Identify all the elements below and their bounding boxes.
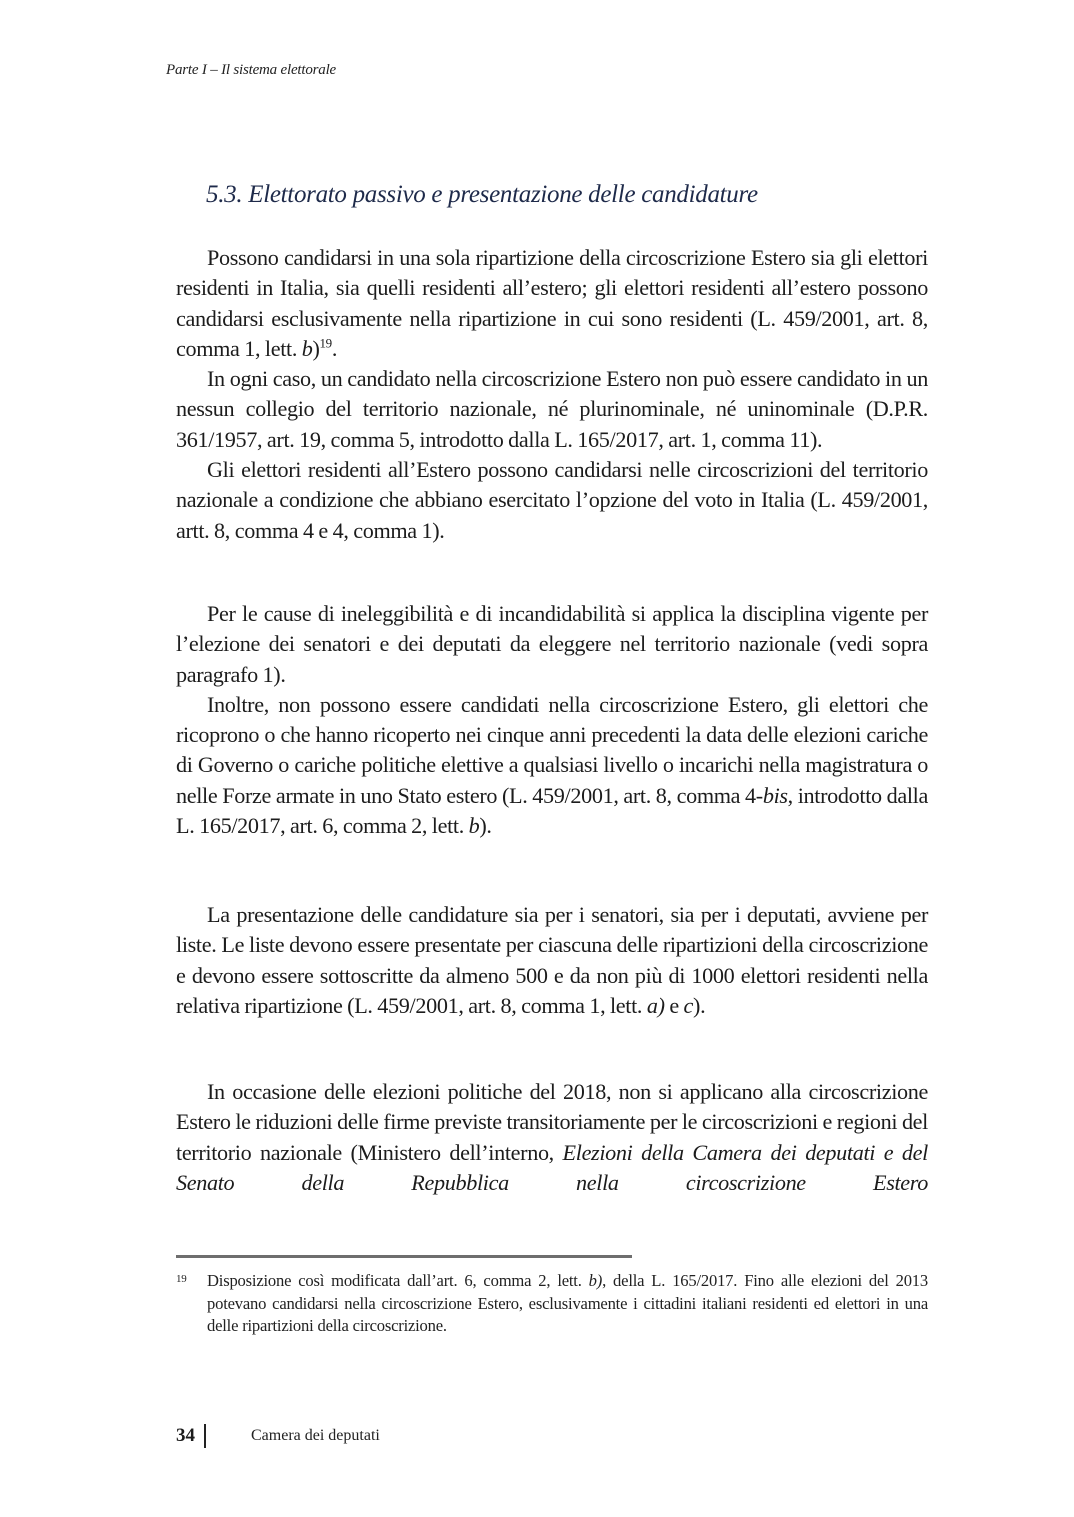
page-number: 34 bbox=[176, 1425, 195, 1446]
body-block-eligibility bbox=[176, 243, 928, 546]
running-head: Parte I – Il sistema elettorale bbox=[166, 62, 337, 78]
footnote-reference[interactable]: 19 bbox=[319, 335, 332, 351]
paragraph: In ogni caso, un candidato nella circoscrizione Estero non può essere candidato in un nessun collegio del territorio nazionale, né plurinominale, né uninominale (D.P.R. 361/1957, art. 19, comma 5, introdotto dalla L. 165/2017, art. 1, comma 11). bbox=[176, 366, 928, 452]
paragraph: Per le cause di ineleggibilità e di incandidabilità si applica la disciplina vigente per l’elezione dei senatori e dei deputati da eleggere nel territorio nazionale (vedi sopra paragrafo 1). bbox=[176, 601, 928, 687]
footnote-number: 19 bbox=[176, 1273, 187, 1285]
paragraph: Gli elettori residenti all’Estero possono candidarsi nelle circoscrizioni del territorio nazionale a condizione che abbiano esercitato l’opzione del voto in Italia (L. 459/2001, artt. 8, comma 4 e 4, comma 1). bbox=[176, 457, 928, 543]
footer-divider bbox=[204, 1424, 206, 1448]
body-block-lists bbox=[176, 900, 928, 1021]
body-block-ineligibility bbox=[176, 599, 928, 841]
paragraph: La presentazione delle candidature sia per i senatori, sia per i deputati, avviene per liste. Le liste devono essere presentate per ciascuna delle ripartizioni della circoscrizione e devono essere sottoscritte da almeno 500 e da non più di 1000 elettori residenti nella relativa ripartizione (L. 459/2001, art. 8, comma 1, lett. a) e c). bbox=[176, 902, 928, 1018]
section-title: 5.3. Elettorato passivo e presentazione delle candidature bbox=[206, 181, 758, 208]
paragraph: Possono candidarsi in una sola ripartizione della circoscrizione Estero sia gli elettori residenti in Italia, sia quelli residenti all’estero; gli elettori residenti all’estero possono candidarsi esclusivamente nella ripartizione in cui sono residenti (L. 459/2001, art. 8, comma 1, lett. b)$^{19}$. bbox=[176, 245, 928, 361]
paragraph: In occasione delle elezioni politiche del 2018, non si applicano alla circoscrizione Estero le riduzioni delle firme previste transitoriamente per le circoscrizioni e regioni del territorio nazionale (Ministero dell’interno, Elezioni della Camera dei deputati e del Senato della Repubblica nella circoscrizione Estero bbox=[176, 1079, 928, 1195]
publisher-name: Camera dei deputati bbox=[251, 1427, 380, 1444]
footnote-text: Disposizione così modificata dall’art. 6, comma 2, lett. b), della L. 165/2017. Fino alle elezioni del 2013 potevano candidarsi nella circoscrizione Estero, esclusivamente i cittadini italiani residenti ed elettori in una delle ripartizioni della circoscrizione. bbox=[207, 1271, 928, 1335]
paragraph: Inoltre, non possono essere candidati nella circoscrizione Estero, gli elettori che ricoprono o che hanno ricoperto nei cinque anni precedenti la data delle elezioni cariche di Governo o cariche politiche elettive a qualsiasi livello o incarichi nella magistratura o nelle Forze armate in uno Stato estero (L. 459/2001, art. 8, comma 4-bis, introdotto dalla L. 165/2017, art. 6, comma 2, lett. b). bbox=[176, 691, 928, 839]
page-footer bbox=[176, 1424, 380, 1448]
footnote bbox=[176, 1270, 928, 1338]
body-block-signatures bbox=[176, 1077, 928, 1198]
footnote-divider bbox=[176, 1255, 632, 1258]
